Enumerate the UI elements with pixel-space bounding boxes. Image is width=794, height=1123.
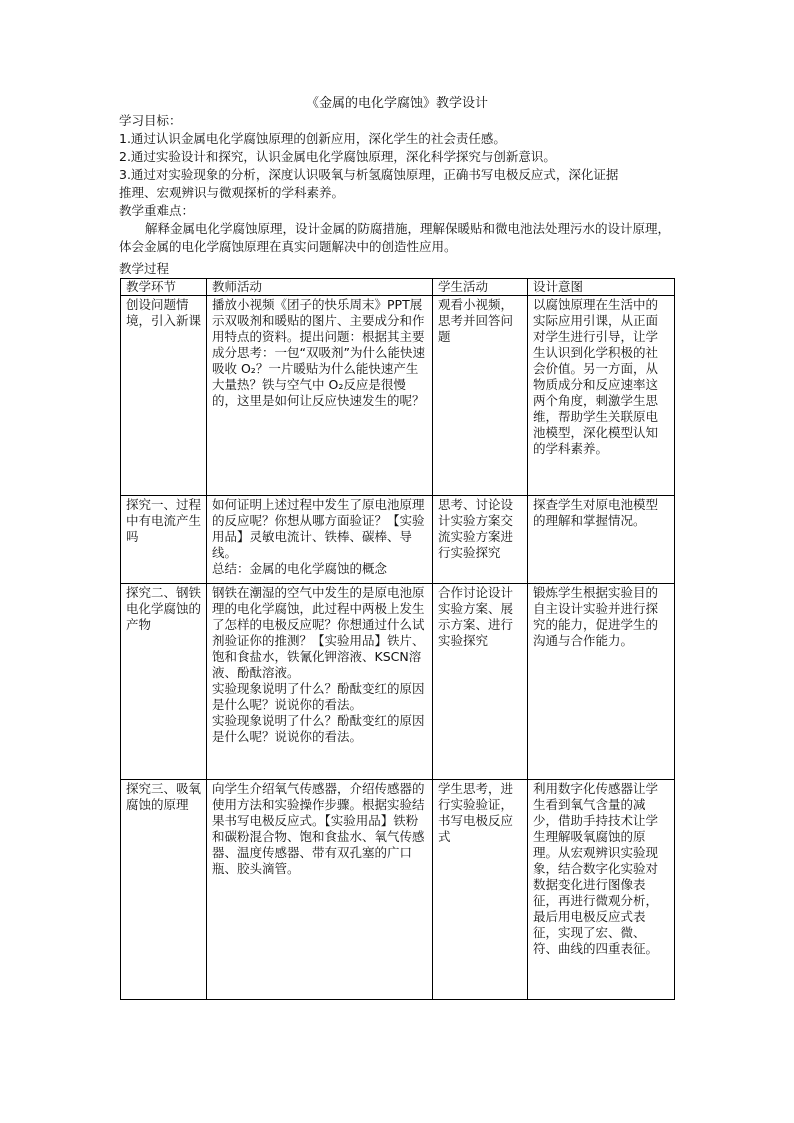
teacher-activity-text: 钢铁在潮湿的空气中发生的是原电池原理的电化学腐蚀，此过程中两极上发生了怎样的电极反应呢？你想通过什么试剂验证你的推测？【实验用品】铁片、饱和食盐水，铁氰化钾溶液、KSCN溶液、酚酞溶液。 (212, 585, 425, 680)
document-title: 《金属的电化学腐蚀》教学设计 (305, 96, 488, 111)
student-activity-cell: 学生思考，进行实验验证，书写电极反应式 (433, 780, 528, 1000)
key-points-heading: 教学重难点： (119, 203, 195, 218)
design-intent-cell: 锻炼学生根据实验目的自主设计实验并进行探究的能力，促进学生的沟通与合作能力。 (528, 584, 675, 780)
teacher-activity-question: 实验现象说明了什么？酚酞变红的原因是什么呢？说说你的看法。 (212, 681, 425, 712)
design-intent-cell: 探查学生对原电池模型的理解和掌握情况。 (528, 496, 675, 584)
design-intent-cell: 利用数字化传感器让学生看到氧气含量的减少，借助手持技术让学生理解吸氧腐蚀的原理。从宏观辨识实验现象，结合数字化实验对数据变化进行图像表征，再进行微观分析，最后用电极反应式表征，实现了宏、微、符、曲线的四重表征。 (528, 780, 675, 1000)
student-activity-cell: 合作讨论设计实验方案、展示方案、进行实验探究 (433, 584, 528, 780)
teacher-activity-summary: 总结：金属的电化学腐蚀的概念 (212, 561, 388, 576)
student-activity-cell: 观看小视频，思考并回答问题 (433, 296, 528, 496)
stage-cell: 探究二、钢铁电化学腐蚀的产物 (121, 584, 207, 780)
objective-3-continued: 推理、宏观辨识与微观探析的学科素养。 (119, 185, 345, 200)
teacher-activity-cell (207, 584, 433, 780)
teacher-activity-question: 实验现象说明了什么？酚酞变红的原因是什么呢？说说你的看法。 (212, 713, 425, 744)
teacher-activity-text: 如何证明上述过程中发生了原电池原理的反应呢？你想从哪方面验证？【实验用品】灵敏电流计、铁棒、碳棒、导线。 (212, 497, 425, 560)
header-stage: 教学环节 (121, 279, 207, 296)
header-student-activity: 学生活动 (433, 279, 528, 296)
objective-1: 1.通过认识金属电化学腐蚀原理的创新应用，深化学生的社会责任感。 (119, 131, 506, 146)
header-design-intent: 设计意图 (528, 279, 675, 296)
table-row (121, 296, 675, 496)
process-heading: 教学过程 (119, 261, 170, 276)
objective-3: 3.通过对实验现象的分析，深度认识吸氧与析氢腐蚀原理，正确书写电极反应式，深化证据 (119, 167, 619, 182)
stage-cell: 创设问题情境，引入新课 (121, 296, 207, 496)
teacher-activity-cell (207, 496, 433, 584)
table-row (121, 584, 675, 780)
table-row (121, 496, 675, 584)
student-activity-cell: 思考、讨论设计实验方案交流实验方案进行实验探究 (433, 496, 528, 584)
stage-cell: 探究三、吸氧腐蚀的原理 (121, 780, 207, 1000)
teacher-activity-cell (207, 780, 433, 1000)
design-intent-cell: 以腐蚀原理在生活中的实际应用引课，从正面对学生进行引导，让学生认识到化学积极的社会价值。另一方面，从物质成分和反应速率这两个角度，刺激学生思维，帮助学生关联原电池模型，深化模型认知的学科素养。 (528, 296, 675, 496)
key-points-text: 解释金属电化学腐蚀原理，设计金属的防腐措施，理解保暖贴和微电池法处理污水的设计原理，体会金属的电化学腐蚀原理在真实问题解决中的创造性应用。 (119, 221, 671, 254)
table-header-row (121, 279, 675, 296)
objectives-heading: 学习目标： (119, 113, 182, 128)
teacher-activity-cell (207, 296, 433, 496)
table-row (121, 780, 675, 1000)
header-teacher-activity: 教师活动 (207, 279, 433, 296)
teaching-process-table (120, 278, 675, 1000)
objective-2: 2.通过实验设计和探究，认识金属电化学腐蚀原理，深化科学探究与创新意识。 (119, 149, 556, 164)
teacher-activity-text: 播放小视频《团子的快乐周末》PPT展示双吸剂和暖贴的图片、主要成分和作用特点的资料。提出问题：根据其主要成分思考：一包“双吸剂”为什么能快速吸收 O₂？一片暖贴为什么能快速产生大量热？铁与空气中 O₂反应是很慢的，这里是如何让反应快速发生的呢？ (212, 297, 425, 408)
teacher-activity-text: 向学生介绍氧气传感器，介绍传感器的使用方法和实验操作步骤。根据实验结果书写电极反应式。【实验用品】铁粉和碳粉混合物、饱和食盐水、氧气传感器、温度传感器、带有双孔塞的广口瓶、胶头滴管。 (212, 781, 425, 876)
stage-cell: 探究一、过程中有电流产生吗 (121, 496, 207, 584)
